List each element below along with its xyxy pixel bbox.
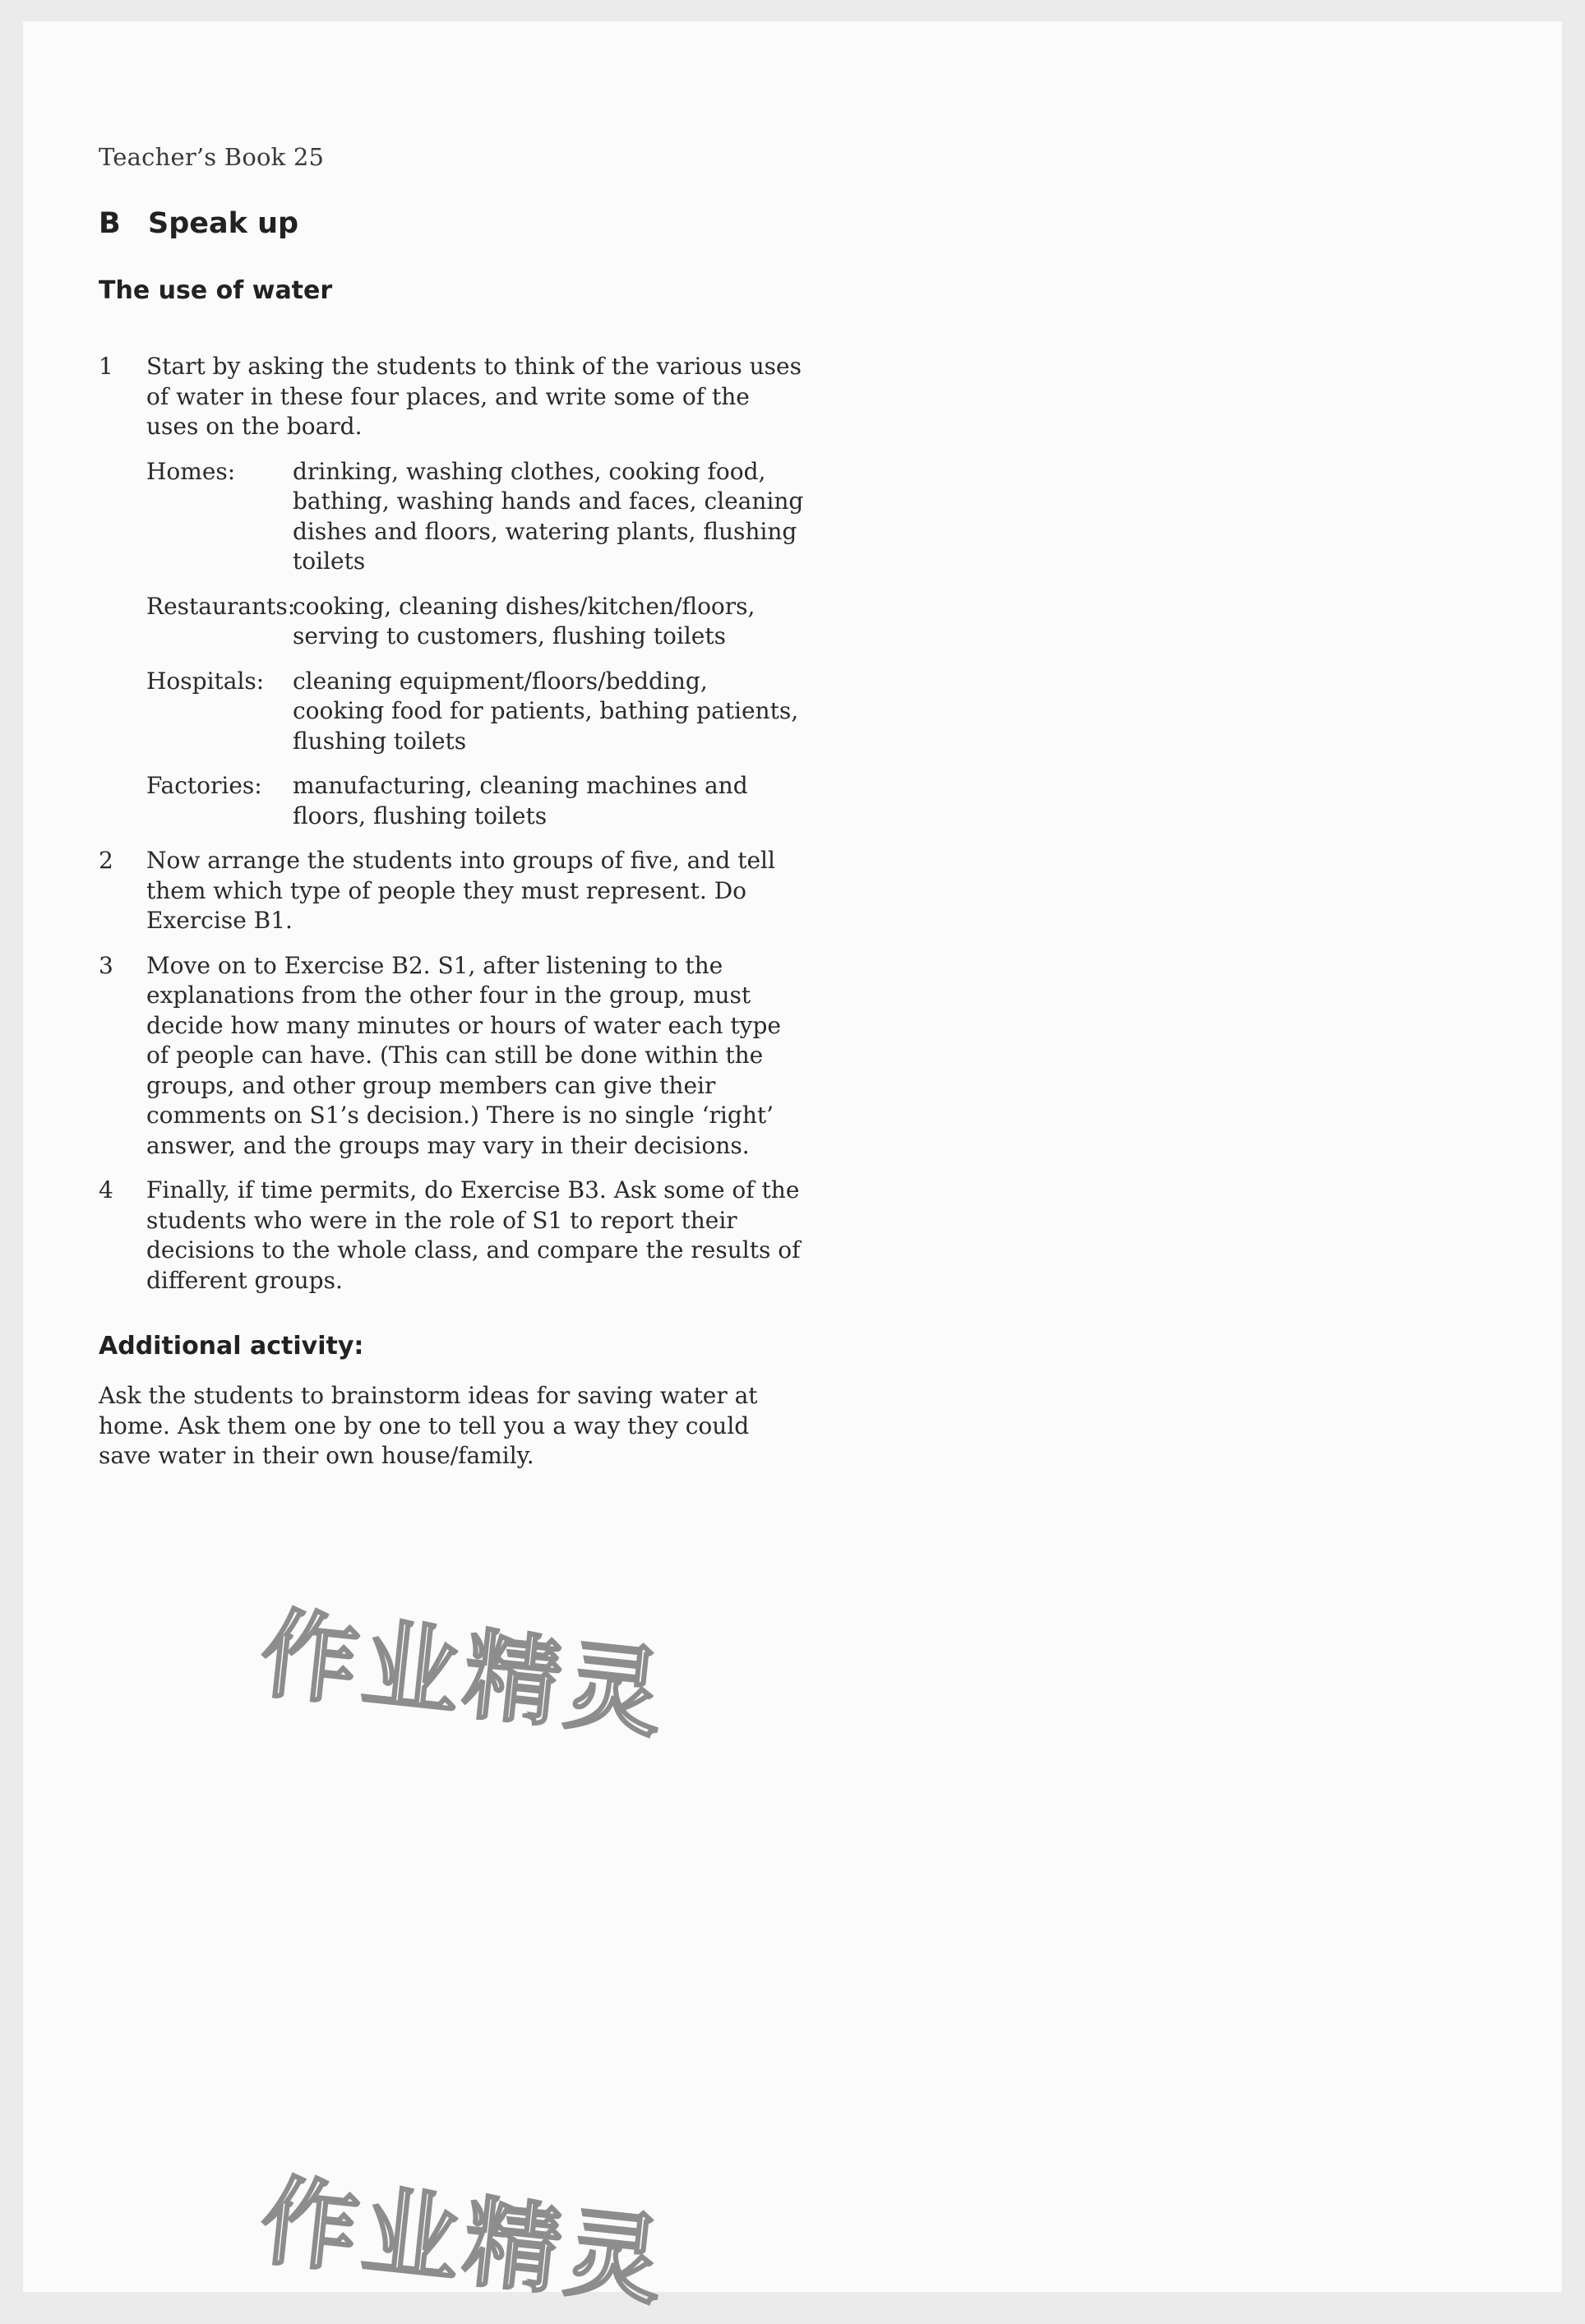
place-row bbox=[146, 771, 806, 831]
place-row bbox=[146, 667, 806, 757]
item-number: 2 bbox=[99, 847, 113, 874]
place-row bbox=[146, 592, 806, 652]
subsection-heading: The use of water bbox=[99, 276, 333, 305]
item-text: Move on to Exercise B2. S1, after listening to the explanations from the other four in the group, must decide how many minutes or hours of water each type of people can have. (This can still be done within the groups, and other group members can give their comments on S1’s decision.) There is no single ‘right’ answer, and the groups may vary in their decisions. bbox=[146, 951, 781, 1159]
section-title: Speak up bbox=[148, 207, 299, 240]
place-uses: cleaning equipment/floors/bedding, cooking food for patients, bathing patients, flushing toilets bbox=[293, 667, 799, 755]
document-page bbox=[23, 21, 1562, 2319]
item-text: Start by asking the students to think of the various uses of water in these four places, and write some of the uses on the board. bbox=[146, 353, 802, 440]
item-text: Now arrange the students into groups of five, and tell them which type of people they must represent. Do Exercise B1. bbox=[146, 847, 775, 934]
list-item bbox=[99, 352, 806, 831]
list-item bbox=[99, 1176, 806, 1296]
additional-activity-text: Ask the students to brainstorm ideas for saving water at home. Ask them one by one to tell you a way they could save water in their own house/family. bbox=[99, 1382, 758, 1469]
item-number: 1 bbox=[99, 353, 113, 380]
item-text: Finally, if time permits, do Exercise B3. Ask some of the students who were in the role of S1 to report their decisions to the whole class, and compare the results of different groups. bbox=[146, 1176, 801, 1294]
place-name: Restaurants: bbox=[146, 592, 296, 620]
place-uses: cooking, cleaning dishes/kitchen/floors, serving to customers, flushing toilets bbox=[293, 592, 756, 649]
place-name: Homes: bbox=[146, 457, 236, 485]
list-item bbox=[99, 846, 806, 936]
section-heading bbox=[99, 207, 298, 240]
additional-activity-heading: Additional activity: bbox=[99, 1332, 364, 1361]
watermark: 作业精灵 bbox=[255, 2163, 673, 2319]
item-number: 3 bbox=[99, 951, 113, 979]
place-uses: drinking, washing clothes, cooking food, bathing, washing hands and faces, cleaning dishes and floors, watering plants, flushing toilets bbox=[293, 457, 804, 575]
item-number: 4 bbox=[99, 1176, 113, 1204]
place-row bbox=[146, 457, 806, 577]
place-name: Hospitals: bbox=[146, 667, 265, 695]
page-header: Teacher’s Book 25 bbox=[99, 143, 325, 171]
instruction-list bbox=[99, 352, 806, 1310]
list-item bbox=[99, 951, 806, 1162]
watermark: 作业精灵 bbox=[255, 1596, 673, 1752]
place-uses: manufacturing, cleaning machines and floors, flushing toilets bbox=[293, 772, 748, 829]
section-letter: B bbox=[99, 207, 121, 240]
places-table bbox=[146, 457, 806, 832]
place-name: Factories: bbox=[146, 772, 262, 799]
